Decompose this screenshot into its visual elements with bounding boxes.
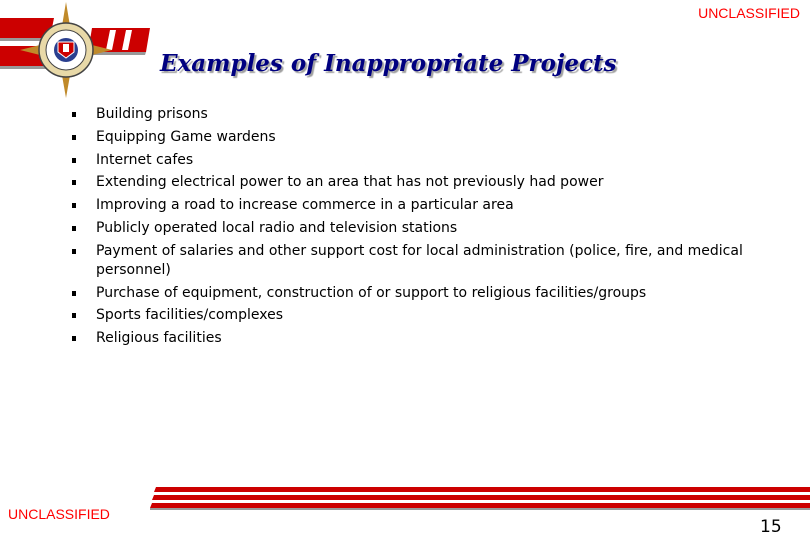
list-item: Equipping Game wardens [70, 128, 760, 147]
classification-banner-top: UNCLASSIFIED [698, 5, 800, 21]
list-item: Extending electrical power to an area that has not previously had power [70, 173, 760, 192]
list-item: Improving a road to increase commerce in a particular area [70, 196, 760, 215]
list-item: Building prisons [70, 105, 760, 124]
list-item: Religious facilities [70, 329, 760, 348]
list-item: Purchase of equipment, construction of or support to religious facilities/groups [70, 284, 760, 303]
list-item: Payment of salaries and other support cost for local administration (police, fire, and medical personnel) [70, 242, 760, 280]
list-item: Internet cafes [70, 151, 760, 170]
slide-title: Examples of Inappropriate Projects [160, 50, 617, 77]
page-number: 15 [760, 517, 782, 537]
list-item: Publicly operated local radio and television stations [70, 219, 760, 238]
classification-banner-bottom: UNCLASSIFIED [8, 506, 110, 522]
list-item: Sports facilities/complexes [70, 306, 760, 325]
